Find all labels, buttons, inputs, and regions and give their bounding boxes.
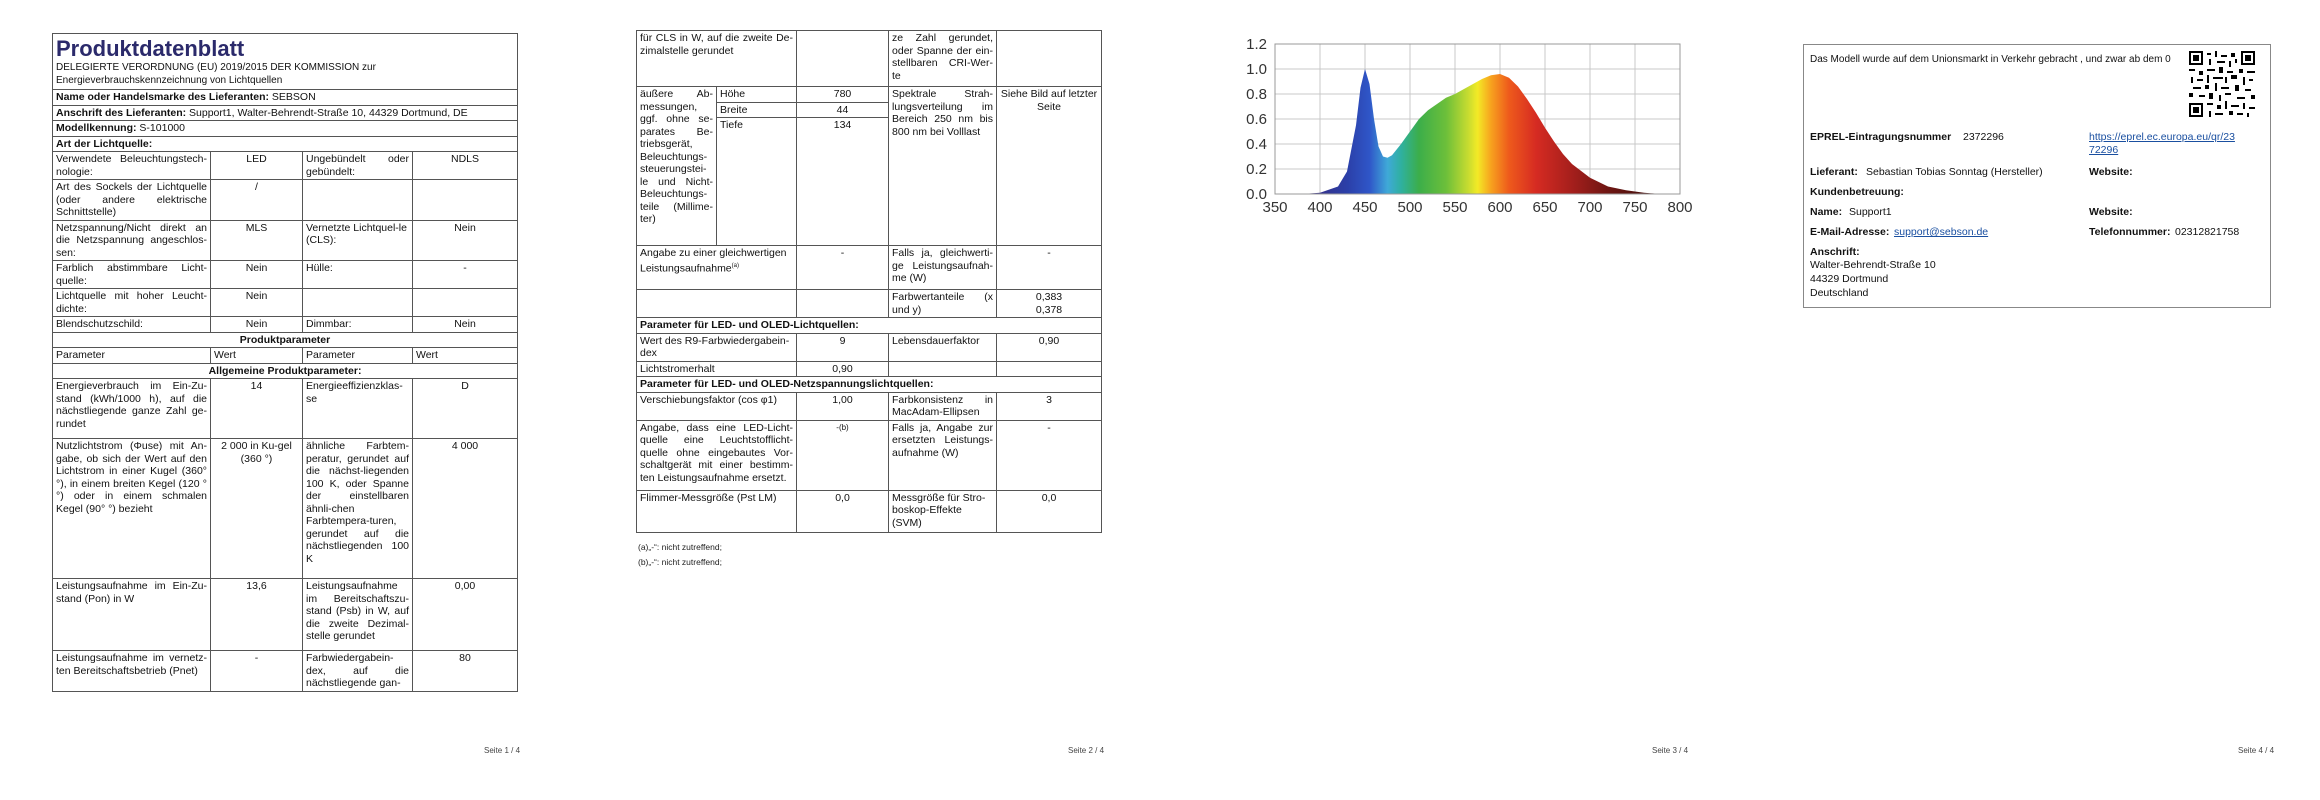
- row-value: Nein: [413, 317, 518, 333]
- table-row: [53, 220, 518, 261]
- shift-factor-label: Verschiebungsfaktor (cos φ1): [637, 392, 797, 420]
- stroboscopic-value: 0,0: [997, 490, 1102, 532]
- address-line-2: 44329 Dortmund: [1810, 273, 1889, 285]
- general-params-heading: Allgemeine Produktparameter:: [53, 363, 518, 379]
- table-row: [53, 317, 518, 333]
- x-tick-label: 450: [1352, 199, 1378, 216]
- row-label: für CLS in W, auf die zweite De-zimalstelle gerundet: [637, 31, 797, 87]
- table-row: [53, 439, 518, 579]
- table-row: [53, 152, 518, 180]
- row-value: 14: [211, 379, 303, 439]
- table-row: [53, 651, 518, 692]
- row-value: 13,6: [211, 579, 303, 651]
- replacement-label: Angabe, dass eine LED-Licht-quelle eine Leuchtstofflicht-quelle ohne eingebautes Vor-schaltgerät mit einer bestimm-ten Leistungsaufnahme ersetzt.: [637, 420, 797, 490]
- page-number: Seite 3 / 4: [1652, 746, 1689, 755]
- row-value: LED: [211, 152, 303, 180]
- y-tick-label: 0.8: [1246, 86, 1267, 103]
- row-label: Lichtquelle mit hoher Leucht-dichte:: [53, 289, 211, 317]
- row-value: -: [413, 261, 518, 289]
- spectral-label: Spektrale Strah-lungsverteilung im Bereich 250 nm bis 800 nm bei Volllast: [889, 87, 997, 246]
- supplier-label: Name oder Handelsmarke des Lieferanten:: [56, 91, 269, 103]
- website-label-2: Website:: [2089, 206, 2133, 218]
- table-row: [53, 180, 518, 221]
- y-tick-label: 0.6: [1246, 111, 1267, 128]
- eprel-value: 2372296: [1963, 131, 2004, 143]
- eprel-link[interactable]: https://eprel.ec.europa.eu/qr/23: [2089, 131, 2235, 143]
- footnote-a-text: (a)„-“: nicht zutreffend;: [638, 542, 722, 552]
- row-value: /: [211, 180, 303, 221]
- eprel-link-cont[interactable]: 72296: [2089, 144, 2119, 156]
- page-title: Produktdatenblatt: [56, 36, 245, 61]
- x-tick-label: 550: [1442, 199, 1468, 216]
- name-label: Name:: [1810, 206, 1843, 218]
- address-line-1: Walter-Behrendt-Straße 10: [1810, 259, 1936, 271]
- chromaticity-label: Farbwertanteile (x und y): [889, 290, 997, 318]
- address-label: Anschrift:: [1810, 246, 1860, 258]
- row-label: Art des Sockels der Lichtquelle (oder andere elektrische Schnittstelle): [53, 180, 211, 221]
- flux-maintenance-value: 0,90: [797, 361, 889, 377]
- replacement-value: -(b): [797, 420, 889, 490]
- y-tick-label: 0.2: [1246, 161, 1267, 178]
- led-params-heading: Parameter für LED- und OLED-Lichtquellen:: [637, 318, 1102, 334]
- height-label: Höhe: [717, 87, 797, 103]
- model-label: Modellkennung:: [56, 122, 137, 134]
- shift-factor-value: 1,00: [797, 392, 889, 420]
- phone-value: 02312821758: [2175, 226, 2240, 238]
- row-value: MLS: [211, 220, 303, 261]
- flicker-label: Flimmer-Messgröße (Pst LM): [637, 490, 797, 532]
- row-value: 0,00: [413, 579, 518, 651]
- equiv-value: -: [797, 246, 889, 290]
- row-value: Nein: [413, 220, 518, 261]
- stroboscopic-label: Messgröße für Stro-boskop-Effekte (SVM): [889, 490, 997, 532]
- address-label: Anschrift des Lieferanten:: [56, 106, 187, 119]
- product-params-heading: Produktparameter: [53, 332, 518, 348]
- row-label: Dimmbar:: [303, 317, 413, 333]
- row-label: Nutzlichtstrom (Φuse) mit An-gabe, ob sich der Wert auf den Lichtstrom in einer Kugel (360° °), in einem breiten Kegel (120 °°) oder in einem schmalen Kegel (90° °) bezieht: [53, 439, 211, 579]
- website-label: Website:: [2089, 166, 2133, 178]
- page-1: [0, 0, 580, 800]
- x-tick-label: 350: [1262, 199, 1288, 216]
- lifetime-label: Lebensdauerfaktor: [889, 333, 997, 361]
- row-label: Leistungsaufnahme im Bereitschaftszu-stand (Psb) in W, auf die zweite Dezimal-stelle gerundet: [303, 579, 413, 651]
- row-label: Farblich abstimmbare Licht-quelle:: [53, 261, 211, 289]
- row-label: Netzspannung/Nicht direkt an die Netzspannung angeschlos-sen:: [53, 220, 211, 261]
- row-label: Ungebündelt oder gebündelt:: [303, 152, 413, 180]
- height-value: 780: [797, 87, 889, 103]
- page-number: Seite 4 / 4: [2238, 746, 2275, 755]
- width-value: 44: [797, 102, 889, 118]
- y-tick-label: 0.4: [1246, 136, 1267, 153]
- row-value: NDLS: [413, 152, 518, 180]
- row-value: 4 000: [413, 439, 518, 579]
- chromaticity-x: 0,383: [1035, 291, 1063, 303]
- table-row: [53, 379, 518, 439]
- color-consistency-value: 3: [997, 392, 1102, 420]
- row-label: Vernetzte Lichtquel-le (CLS):: [303, 220, 413, 261]
- equiv-label: Angabe zu einer gleichwertigen Leistungsaufnahme: [640, 247, 787, 274]
- row-value: Nein: [211, 261, 303, 289]
- dimensions-label: äußere Ab-messungen, ggf. ohne se-parates Be-triebsgerät, Beleuchtungs-steuerungstei-le und Nicht-Beleuchtungs-teile (Millime-ter): [637, 87, 717, 246]
- spectral-value: Siehe Bild auf letzter Seite: [997, 87, 1102, 246]
- flicker-value: 0,0: [797, 490, 889, 532]
- row-label: ähnliche Farbtem-peratur, gerundet auf die nächst-liegenden 100 K, oder Spanne der einstellbaren ähnli-chen Farbtempera-turen, gerundet auf die nächstliegenden 100 K: [303, 439, 413, 579]
- row-value: [413, 289, 518, 317]
- light-type-heading: Art der Lichtquelle:: [53, 136, 518, 152]
- subtitle-line-2: Energieverbrauchskennzeichnung von Lichtquellen: [56, 74, 283, 86]
- x-tick-label: 500: [1397, 199, 1423, 216]
- page-2: [580, 0, 1160, 800]
- r9-label: Wert des R9-Farbwiedergabein-dex: [637, 333, 797, 361]
- row-value: Nein: [211, 317, 303, 333]
- row-label: ze Zahl gerundet, oder Spanne der ein-stellbaren CRI-Wer-te: [889, 31, 997, 87]
- name-value: Support1: [1849, 206, 1892, 218]
- x-tick-label: 650: [1532, 199, 1558, 216]
- chromaticity-y: 0,378: [1035, 303, 1063, 316]
- equiv-power-label: Falls ja, gleichwerti-ge Leistungsaufnah-me (W): [889, 246, 997, 290]
- row-value: [413, 180, 518, 221]
- y-tick-label: 0.0: [1246, 186, 1267, 203]
- page-number: Seite 1 / 4: [484, 746, 521, 755]
- supplier-value: SEBSON: [271, 91, 316, 103]
- supplier-value: Sebastian Tobias Sonntag (Hersteller): [1866, 166, 2043, 178]
- mains-params-heading: Parameter für LED- und OLED-Netzspannungslichtquellen:: [637, 377, 1102, 393]
- model-value: S-101000: [139, 122, 185, 134]
- qr-code-icon: [2189, 51, 2255, 117]
- email-label: E-Mail-Adresse:: [1810, 226, 1890, 238]
- email-link[interactable]: support@sebson.de: [1894, 226, 1989, 238]
- col-header-value: Wert: [413, 348, 518, 364]
- footnote-b-text: (b)„-“: nicht zutreffend;: [638, 557, 722, 567]
- equiv-power-value: -: [997, 246, 1102, 290]
- address-line-3: Deutschland: [1810, 287, 1869, 299]
- depth-label: Tiefe: [717, 118, 797, 246]
- row-value: 80: [413, 651, 518, 692]
- depth-value: 134: [797, 118, 889, 246]
- row-label: Hülle:: [303, 261, 413, 289]
- spectrum-chart: [1220, 30, 1693, 230]
- supplier-label: Lieferant:: [1810, 166, 1858, 178]
- row-label: Leistungsaufnahme im Ein-Zu-stand (Pon) in W: [53, 579, 211, 651]
- subtitle-line-1: DELEGIERTE VERORDNUNG (EU) 2019/2015 DER KOMMISSION zur: [56, 62, 376, 73]
- row-label: Leistungsaufnahme im vernetz-ten Bereitschaftsbetrieb (Pnet): [53, 651, 211, 692]
- replacement-power-label: Falls ja, Angabe zur ersetzten Leistungs-aufnahme (W): [889, 420, 997, 490]
- row-value: -: [211, 651, 303, 692]
- eprel-label: EPREL-Eintragungsnummer: [1810, 131, 1952, 143]
- y-tick-label: 1.0: [1246, 61, 1267, 78]
- spectrum-area: [1302, 69, 1662, 194]
- phone-label: Telefonnummer:: [2089, 226, 2171, 238]
- width-label: Breite: [717, 102, 797, 118]
- market-text: Das Modell wurde auf dem Unionsmarkt in Verkehr gebracht , und zwar ab dem 0: [1810, 54, 2171, 65]
- row-label: Blendschutzschild:: [53, 317, 211, 333]
- row-label: [303, 180, 413, 221]
- row-label: Energieverbrauch im Ein-Zu-stand (kWh/1000 h), auf die nächstliegende ganze Zahl ge-rundet: [53, 379, 211, 439]
- x-tick-label: 600: [1487, 199, 1513, 216]
- r9-value: 9: [797, 333, 889, 361]
- datasheet-table-2: [636, 30, 1102, 533]
- replacement-power-value: -: [997, 420, 1102, 490]
- page-number: Seite 2 / 4: [1068, 746, 1105, 755]
- table-row: [53, 579, 518, 651]
- col-header-parameter: Parameter: [53, 348, 211, 364]
- row-value: Nein: [211, 289, 303, 317]
- customer-care-label: Kundenbetreuung:: [1810, 186, 1904, 198]
- x-tick-label: 700: [1577, 199, 1603, 216]
- table-row: [53, 289, 518, 317]
- x-tick-label: 800: [1667, 199, 1693, 216]
- row-label: Verwendete Beleuchtungstech-nologie:: [53, 152, 211, 180]
- supplier-info-box: [1803, 44, 2271, 308]
- address-value: Support1, Walter-Behrendt-Straße 10, 44329 Dortmund, DE: [189, 106, 468, 119]
- datasheet-table-1: [52, 33, 518, 692]
- col-header-value: Wert: [211, 348, 303, 364]
- x-tick-label: 750: [1622, 199, 1648, 216]
- row-label: [303, 289, 413, 317]
- footnote-a: (a): [731, 262, 739, 269]
- row-label: Energieeffizienzklas-se: [303, 379, 413, 439]
- row-value: D: [413, 379, 518, 439]
- row-value: 2 000 in Ku-gel (360 °): [211, 439, 303, 579]
- flux-maintenance-label: Lichtstromerhalt: [637, 361, 797, 377]
- color-consistency-label: Farbkonsistenz in MacAdam-Ellipsen: [889, 392, 997, 420]
- lifetime-value: 0,90: [997, 333, 1102, 361]
- row-label: Farbwiedergabein-dex, auf die nächstliegende gan-: [303, 651, 413, 692]
- col-header-parameter: Parameter: [303, 348, 413, 364]
- table-row: [53, 261, 518, 289]
- x-tick-label: 400: [1307, 199, 1333, 216]
- y-tick-label: 1.2: [1246, 36, 1267, 53]
